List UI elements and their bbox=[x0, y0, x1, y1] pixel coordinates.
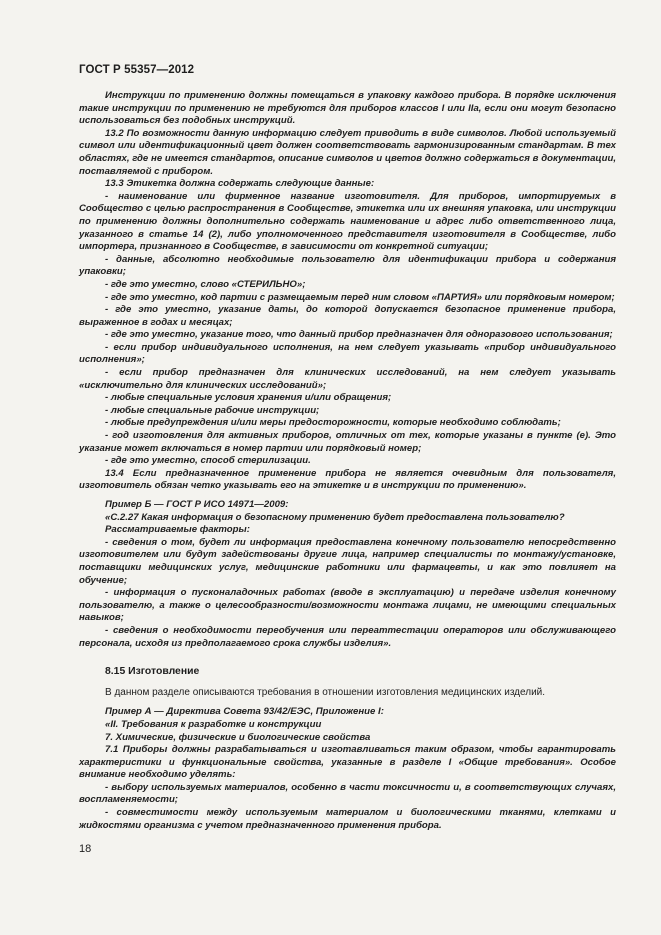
list-item: - сведения о том, будет ли информация предоставлена конечному пользователю непосредственно изготовителем или будут задействованы другие лица, например специалисты по монтажу/установке, поставщики медицинских услуг, медицинские работники или фармацевты, и как это повлияет на обучение; bbox=[79, 536, 616, 586]
paragraph: 13.2 По возможности данную информацию следует приводить в виде символов. Любой используемый символ или идентификационный цвет должен соответствовать гармонизированным стандартам. В тех областях, где не имеется стандартов, описание символов и цветов должно содержаться в документации, поставляемой с прибором. bbox=[79, 127, 616, 177]
paragraph: В данном разделе описываются требования в отношении изготовления медицинских изделий. bbox=[105, 686, 546, 698]
list-item: - информация о пусконаладочных работах (вводе в эксплуатацию) и передаче изделия конечному пользователю, а также о целесообразности/возможности монтажа лицами, не имеющими специальных навыков; bbox=[79, 587, 616, 624]
list-item: - если прибор индивидуального исполнения, на нем следует указывать «прибор индивидуального исполнения»; bbox=[79, 341, 616, 366]
list-item: - любые специальные условия хранения и/или обращения; bbox=[105, 392, 392, 404]
list-item: - если прибор предназначен для клинических исследований, на нем следует указывать «исключительно для клинических исследований»; bbox=[79, 367, 616, 391]
example-heading: Пример А — Директива Совета 93/42/ЕЭС, Приложение I: bbox=[105, 706, 384, 718]
example-heading: Пример Б — ГОСТ Р ИСО 14971—2009: bbox=[105, 499, 289, 510]
list-item: - выбору используемых материалов, особенно в части токсичности и, в соответствующих случаях, воспламеняемости; bbox=[79, 781, 616, 806]
section-heading: 8.15 Изготовление bbox=[105, 666, 200, 678]
list-item: - где это уместно, способ стерилизации. bbox=[105, 455, 311, 467]
list-item: - год изготовления для активных приборов, отличных от тех, которые указаны в пункте (е). Это указание может включаться в номер партии или порядковый номер; bbox=[79, 430, 616, 454]
paragraph: 7. Химические, физические и биологические свойства bbox=[105, 731, 371, 743]
paragraph: «С.2.27 Какая информация о безопасному применению будет предоставлена пользователю? bbox=[105, 511, 565, 523]
list-item: - где это уместно, код партии с размещаемым перед ним словом «ПАРТИЯ» или порядковым номером; bbox=[105, 291, 615, 303]
list-item: - где это уместно, указание даты, до которой допускается безопасное применение прибора, выраженное в годах и месяцах; bbox=[79, 304, 616, 328]
list-item: - сведения о необходимости переобучения или переаттестации операторов или обслуживающего персонала, исходя из предполагаемого срока службы изделия». bbox=[79, 624, 616, 649]
list-item: - наименование или фирменное название изготовителя. Для приборов, импортируемых в Сообщество с целью распространения в Сообществе, этикетка или их внешняя упаковка, или инструкции по применению должны дополнительно содержать наименование и адрес либо ответственного лица, указанного в статье 14 (2), либо уполномоченного представителя изготовителя в Сообществе, либо импортера, признанного в Сообществе, в зависимости от конкретной ситуации; bbox=[79, 190, 616, 253]
paragraph: Инструкции по применению должны помещаться в упаковку каждого прибора. В порядке исключения такие инструкции по применению не требуются для приборов классов I или IIa, если они могут безопасно использоваться без подобных инструкций. bbox=[79, 90, 616, 127]
page-number: 18 bbox=[79, 843, 92, 855]
document-body bbox=[79, 90, 616, 832]
paragraph: «II. Требования к разработке и конструкции bbox=[105, 718, 322, 730]
list-item: - любые предупреждения и/или меры предосторожности, которые необходимо соблюдать; bbox=[105, 417, 561, 429]
paragraph: 7.1 Приборы должны разрабатываться и изготавливаться таким образом, чтобы гарантировать характеристики и функциональные свойства, указанные в разделе I «Общие требования». Особое внимание необходимо уделять: bbox=[79, 744, 616, 781]
list-item: - любые специальные рабочие инструкции; bbox=[105, 404, 320, 416]
list-item: - где это уместно, слово «СТЕРИЛЬНО»; bbox=[105, 278, 306, 290]
list-item: - совместимости между используемым материалом и биологическими тканями, клетками и жидкостями организма с учетом предназначенного применения прибора. bbox=[79, 807, 616, 831]
paragraph: 13.4 Если предназначенное применение прибора не является очевидным для пользователя, изготовитель обязан четко указывать его на этикетке и в инструкции по применению». bbox=[79, 467, 616, 492]
list-item: - где это уместно, указание того, что данный прибор предназначен для одноразового использования; bbox=[105, 329, 613, 341]
paragraph: Рассматриваемые факторы: bbox=[105, 524, 250, 536]
list-item: - данные, абсолютно необходимые пользователю для идентификации прибора и содержания упаковки; bbox=[79, 253, 616, 278]
document-header: ГОСТ Р 55357—2012 bbox=[79, 64, 195, 76]
paragraph: 13.3 Этикетка должна содержать следующие данные: bbox=[105, 178, 375, 190]
